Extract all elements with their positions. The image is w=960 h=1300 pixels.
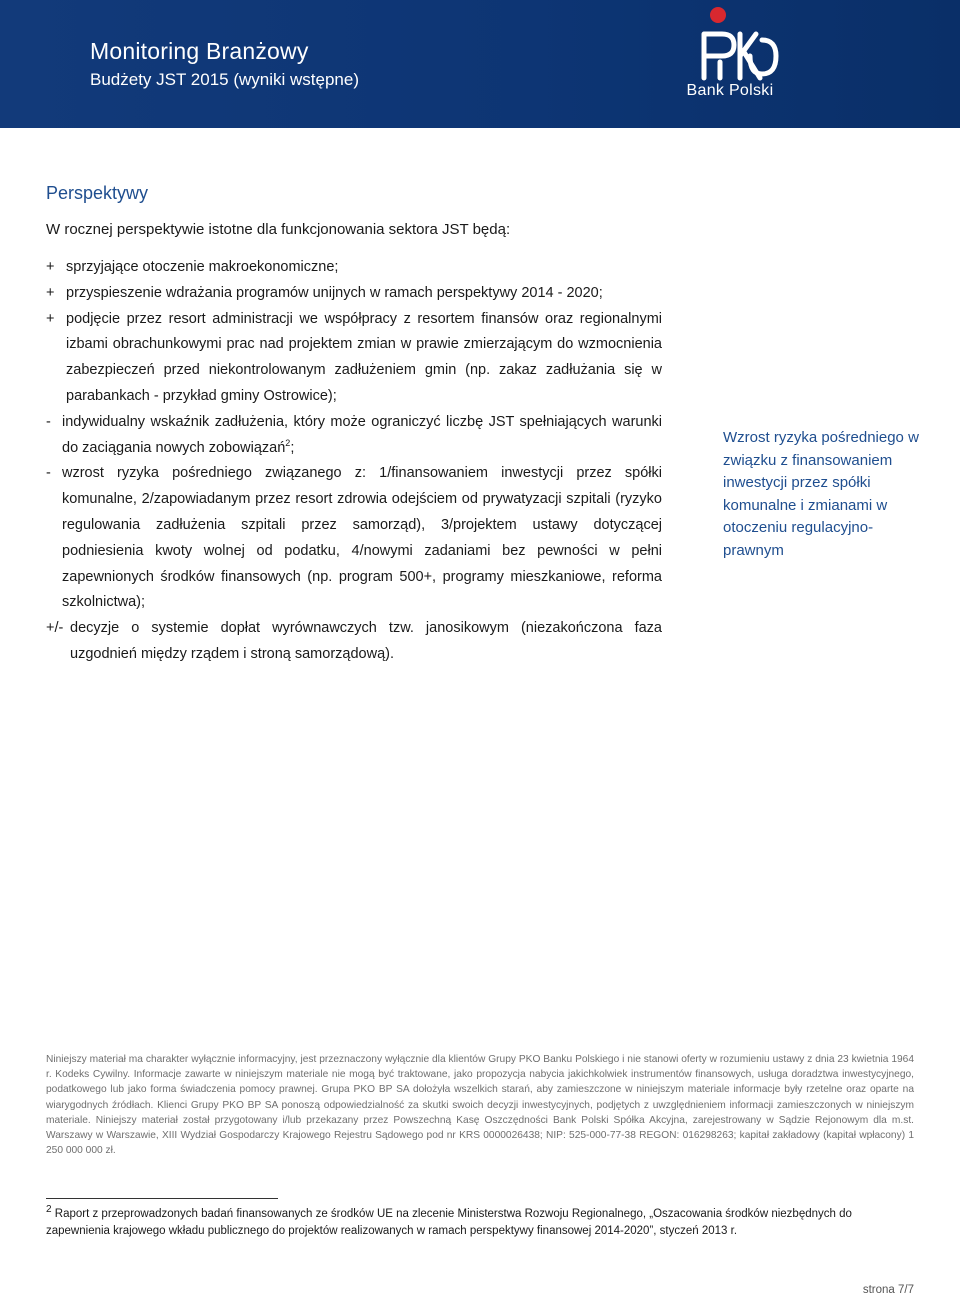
- list-item-text: przyspieszenie wdrażania programów unijnych w ramach perspektywy 2014 - 2020;: [66, 284, 603, 301]
- list-item: [46, 307, 662, 410]
- list-item-text-wrapper: [62, 410, 662, 462]
- legal-disclaimer: Niniejszy materiał ma charakter wyłącznie informacyjny, jest przeznaczony wyłącznie dla klientów Grupy PKO Banku Polskiego i nie stanowi oferty w rozumieniu ustawy z dnia 23 kwietnia 1964 r. Kodeks Cywilny. Informacje zawarte w niniejszym materiale nie mogą być traktowane, jako propozycja nabycia jakichkolwiek instrumentów finansowych, usługa doradztwa inwestycyjnego, podatkowego lub jako forma świadczenia pomocy prawnej. Grupa PKO BP SA dołożyła wszelkich starań, aby zamieszczone w niniejszym materiale informacje były rzetelne oraz oparte na wiarygodnych źródłach. Klienci Grupy PKO BP SA ponoszą odpowiedzialność za skutki swoich decyzji inwestycyjnych, podjętych z uwzględnieniem informacji zamieszczonych w niniejszym materiale. Niniejszy materiał został przygotowany i/lub przekazany przez Powszechną Kasę Oszczędności Bank Polski Spółka Akcyjna, zarejestrowany w Sądzie Rejonowym dla m.st. Warszawy w Warszawie, XIII Wydział Gospodarczy Krajowego Rejestru Sądowego pod nr KRS 0000026438; NIP: 525-000-77-38 REGON: 016298263; kapitał zakładowy (kapitał wpłacony) 1 250 000 000 zł.: [46, 1054, 914, 1157]
- list-item-punctuation: ;: [290, 439, 295, 456]
- section-title: Perspektywy: [46, 183, 149, 203]
- list-item-text: wzrost ryzyka pośredniego związanego z: 1/finansowaniem inwestycji przez spółki komunalne, 2/zapowiadanym przez resort zdrowia odejściem od prywatyzacji szpitali (ryzyko regulowania zadłużenia szpitali przez samorząd), 3/projektem ustawy dotyczącej podniesienia kwoty wolnej od podatku, 4/nowymi zadaniami bez pewności w pełni zapewnionych środków finansowych (np. program 500+, programy mieszkaniowe, reforma szkolnictwa);: [62, 465, 662, 611]
- minus-bullet: -: [46, 465, 51, 482]
- bank-name-label: Bank Polski: [686, 82, 774, 99]
- page-number: strona 7/7: [862, 1284, 914, 1296]
- list-item: [46, 461, 662, 616]
- footnote-text: Raport z przeprowadzonych badań finansowanych ze środków UE na zlecenie Ministerstwa Rozwoju Regionalnego, „Oszacowania środków niezbędnych do zapewnienia krajowego wkładu publicznego do projektów realizowanych w ramach perspektywy finansowej 2014-2020”, styczeń 2013 r.: [46, 1208, 852, 1237]
- report-subtitle: Budżety JST 2015 (wyniki wstępne): [90, 70, 359, 89]
- footnote-number: 2: [46, 1204, 52, 1216]
- report-title: Monitoring Branżowy: [90, 38, 309, 64]
- outlook-list: [46, 255, 662, 668]
- footnote: [46, 1206, 914, 1240]
- margin-note: Wzrost ryzyka pośredniego w związku z finansowaniem inwestycji przez spółki komunalne i zmianami w otoczeniu regulacyjno-prawnym: [723, 429, 919, 559]
- list-item-text: decyzje o systemie dopłat wyrównawczych tzw. janosikowym (niezakończona faza uzgodnień między rządem i stroną samorządową).: [70, 620, 662, 662]
- footnote-divider: [46, 1198, 278, 1199]
- list-item: [46, 410, 662, 462]
- list-item: [46, 255, 662, 281]
- list-item-text: podjęcie przez resort administracji we współpracy z resortem finansów oraz regionalnymi izbami obrachunkowymi prac nad projektem zmian w prawie zmierzającym do wzmocnienia zabezpieczeń przed niekontrolowanym zadłużeniem gmin (np. zakaz zadłużania się w parabankach - przykład gminy Ostrowice);: [66, 310, 662, 404]
- plus-bullet: +: [46, 259, 55, 275]
- list-item: [46, 616, 662, 668]
- list-item: [46, 281, 662, 307]
- minus-bullet: -: [46, 413, 51, 430]
- footnote-ref[interactable]: 2: [285, 437, 291, 448]
- section-intro: W rocznej perspektywie istotne dla funkcjonowania sektora JST będą:: [46, 221, 511, 238]
- plus-minus-bullet: +/-: [46, 620, 64, 637]
- page-header: [0, 0, 960, 128]
- plus-bullet: +: [46, 310, 55, 327]
- list-item-text: sprzyjające otoczenie makroekonomiczne;: [66, 259, 339, 275]
- list-item-text: indywidualny wskaźnik zadłużenia, który może ograniczyć liczbę JST spełniających warunki do zaciągania nowych zobowiązań: [62, 413, 662, 456]
- plus-bullet: +: [46, 284, 55, 301]
